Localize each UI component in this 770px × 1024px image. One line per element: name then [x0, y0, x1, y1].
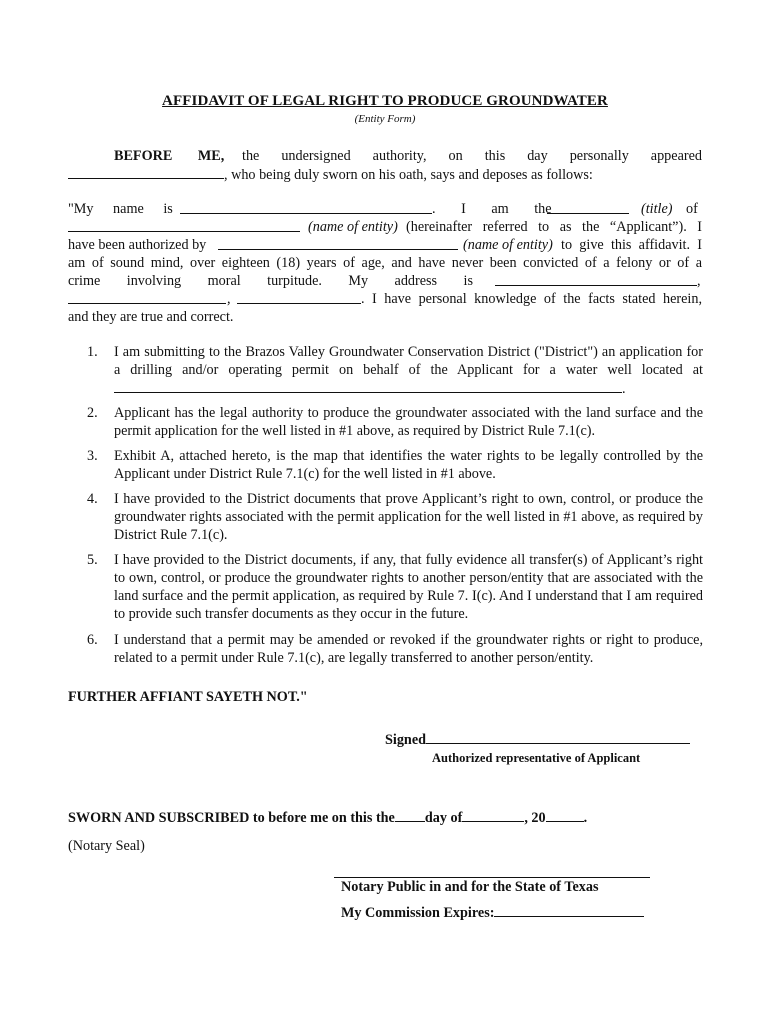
further-affiant: FURTHER AFFIANT SAYETH NOT." [68, 689, 308, 705]
document-title: AFFIDAVIT OF LEGAL RIGHT TO PRODUCE GROUNDWATER [162, 93, 608, 109]
address-blank-1[interactable] [495, 272, 697, 286]
subtitle-open: ( [354, 113, 359, 125]
item-text: Exhibit A, attached hereto, is the map that identifies the water rights to be legally controlled by the Applicant under District Rule 7.1(c) for the well listed in #1 above. [114, 448, 703, 482]
item-number: 1. [87, 344, 98, 360]
identity-paragraph [68, 200, 702, 326]
crime-address-text: crime involving moral turpitude. My address is [68, 273, 473, 289]
item-number: 4. [87, 491, 98, 507]
appeared-name-blank[interactable] [68, 165, 224, 179]
notary-seal: (Notary Seal) [68, 838, 145, 854]
item-number: 5. [87, 552, 98, 568]
intro-paragraph [68, 147, 702, 183]
name-of-entity-label-1: (name of entity) [308, 219, 398, 235]
address-blank-3[interactable] [237, 290, 361, 304]
item-number: 6. [87, 632, 98, 648]
p2-line6-rest: . I have personal knowledge of the facts stated herein, [361, 291, 702, 307]
commission-expires-blank[interactable] [494, 903, 644, 917]
p2-line-1 [68, 200, 702, 218]
item-number: 2. [87, 405, 98, 421]
signed-label: Signed [385, 730, 690, 749]
signed-caption: Authorized representative of Applicant [432, 751, 641, 765]
my-name-is: "My name is [68, 201, 173, 217]
intro-line2-text: , who being duly sworn on his oath, says and deposes as follows: [224, 167, 593, 183]
sworn-month-blank[interactable] [462, 808, 524, 822]
authorized-by-blank[interactable] [218, 236, 458, 250]
title-label: (title) [641, 201, 673, 217]
sworn-year-blank[interactable] [546, 808, 584, 822]
intro-line-2 [68, 165, 702, 183]
of-label: of [686, 201, 698, 217]
item-text: I understand that a permit may be amended or revoked if the groundwater rights or right to produce, related to a permit under Rule 7.1(c), are legally transferred to another person/entity. [114, 632, 703, 666]
sworn-day-blank[interactable] [395, 808, 425, 822]
sworn-line: SWORN AND SUBSCRIBED to before me on this the day of , 20 . [68, 810, 588, 826]
intro-line1-text: the undersigned authority, on this day personally appeared [242, 148, 702, 164]
commission-expires: My Commission Expires: [341, 903, 644, 922]
my-name-blank[interactable] [180, 200, 432, 214]
i-am-the: . I am the [432, 201, 552, 217]
item-text: I am submitting to the Brazos Valley Groundwater Conservation District ("District") an application for a drilling and/or operating permit on behalf of the Applicant for a water well located at . [114, 344, 703, 397]
address-comma-1: , [697, 273, 701, 289]
entity-name-blank[interactable] [68, 218, 300, 232]
p2-line-3 [68, 236, 702, 254]
item-text: I have provided to the District documents, if any, that fully evidence all transfer(s) of Applicant’s right to own, control, or produce the groundwater rights to another person/entity that are associated with the land surface and the permit application, as required by Rule 7. I(c). And I understand that I am required to provide such transfer documents as they occur in the future. [114, 552, 703, 622]
subtitle-close: ) [411, 113, 416, 125]
p2-line-2 [68, 218, 702, 236]
p2-line2-rest: (hereinafter referred to as the “Applicant”). I [406, 219, 702, 235]
well-location-blank[interactable] [114, 379, 622, 393]
authorized-by: have been authorized by [68, 237, 207, 253]
intro-line-1 [68, 147, 702, 165]
item-number: 3. [87, 448, 98, 464]
notary-public: Notary Public in and for the State of Texas [341, 879, 599, 895]
title-blank[interactable] [547, 200, 629, 214]
item-text: I have provided to the District documents that prove Applicant’s right to own, control, or produce the groundwater rights associated with the permit application for the well listed in #1 above, as required by District Rule 7.1(c). [114, 491, 703, 543]
subtitle-entity-form: Entity Form [358, 113, 412, 125]
p2-line3-rest: to give this affidavit. I [561, 237, 702, 253]
signature-blank[interactable] [426, 730, 690, 744]
before-me-label: BEFORE ME, [114, 148, 225, 164]
name-of-entity-label-2: (name of entity) [463, 237, 553, 253]
p2-line-7: and they are true and correct. [68, 309, 234, 325]
address-comma-2: , [227, 291, 231, 307]
document-subtitle [0, 113, 770, 125]
address-blank-2[interactable] [68, 290, 226, 304]
p2-line-4: am of sound mind, over eighteen (18) years of age, and have never been convicted of a felony or of a [68, 255, 702, 271]
p2-line-5 [68, 272, 702, 290]
item-text: Applicant has the legal authority to produce the groundwater associated with the land surface and the permit application for the well listed in #1 above, as required by District Rule 7.1(c). [114, 405, 703, 439]
p2-line-6 [68, 290, 702, 308]
